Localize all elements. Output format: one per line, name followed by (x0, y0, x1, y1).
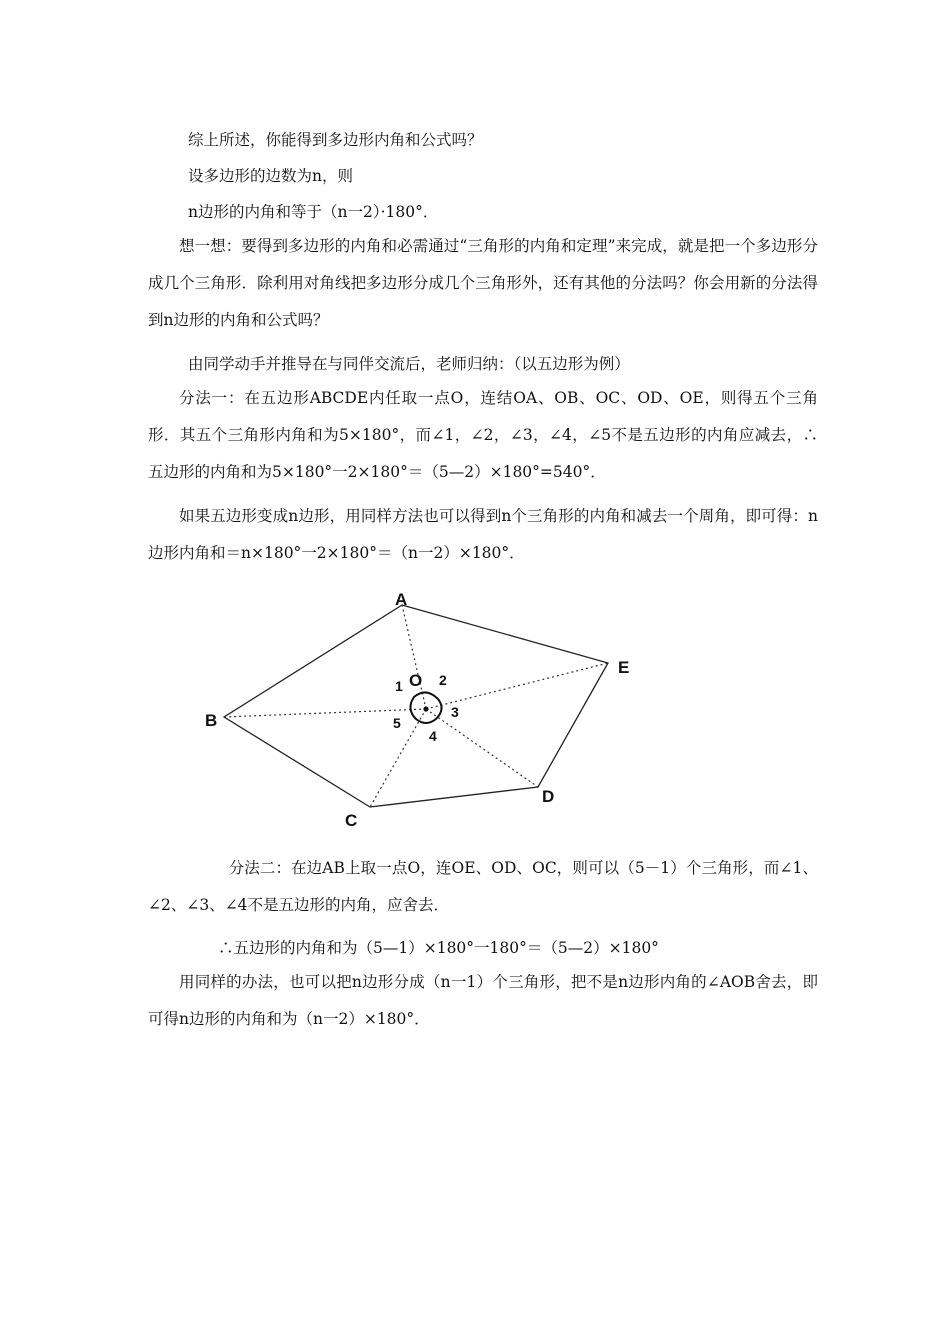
segments-from-o (224, 605, 608, 807)
vertex-label-d: D (542, 787, 555, 806)
angle-label-4: 4 (429, 728, 437, 744)
paragraph-n-gon-generalization: 如果五边形变成n边形，用同样方法也可以得到n个三角形的内角和减去一个周角，即可得：n边形内角和＝n×180°一2×180°＝（n一2）×180°． (148, 507, 818, 562)
paragraph-method-two-generalization: 用同样的办法，也可以把n边形分成（n一1）个三角形，把不是n边形内角的∠AOB舍去，即可得n边形的内角和为（n一2）×180°． (148, 973, 818, 1028)
angle-label-2: 2 (439, 672, 447, 688)
vertex-label-c: C (345, 811, 358, 830)
paragraph-formula: n边形的内角和等于（n一2）·180°． (188, 203, 439, 221)
pentagon-diagram (190, 585, 650, 835)
paragraph-teacher-summary: 由同学动手并推导在与同伴交流后，老师归纳：（以五边形为例） (188, 355, 630, 373)
vertex-label-b: B (205, 711, 218, 730)
vertex-label-e: E (618, 658, 630, 677)
angle-label-3: 3 (451, 704, 459, 720)
paragraph-setup: 设多边形的边数为n，则 (188, 167, 353, 185)
angle-label-5: 5 (393, 715, 401, 731)
angle-label-1: 1 (395, 678, 403, 694)
pentagon-outline (224, 605, 608, 807)
center-label-o: O (409, 671, 423, 690)
paragraph-method-two-result: ∴五边形的内角和为（5—1）×180°一180°＝（5—2）×180° (218, 939, 659, 957)
paragraph-summary-question: 综上所述，你能得到多边形内角和公式吗？ (188, 131, 483, 149)
point-o (423, 706, 428, 711)
paragraph-method-one: 分法一：在五边形ABCDE内任取一点O，连结OA、OB、OC、OD、OE，则得五个三角形．其五个三角形内角和为5×180°，而∠1，∠2，∠3，∠4，∠5不是五边形的内角应减去，∴五边形的内角和为5×180°一2×180°＝（5—2）×180°=540°． (148, 389, 818, 481)
vertex-label-a: A (395, 590, 408, 609)
paragraph-think: 想一想：要得到多边形的内角和必需通过“三角形的内角和定理”来完成，就是把一个多边形分成几个三角形．除利用对角线把多边形分成几个三角形外，还有其他的分法吗？你会用新的分法得到n边形的内角和公式吗？ (148, 237, 818, 329)
paragraph-method-two: 分法二：在边AB上取一点O，连OE、OD、OC，则可以（5－1）个三角形，而∠1、∠2、∠3、∠4不是五边形的内角，应舍去． (148, 859, 818, 914)
